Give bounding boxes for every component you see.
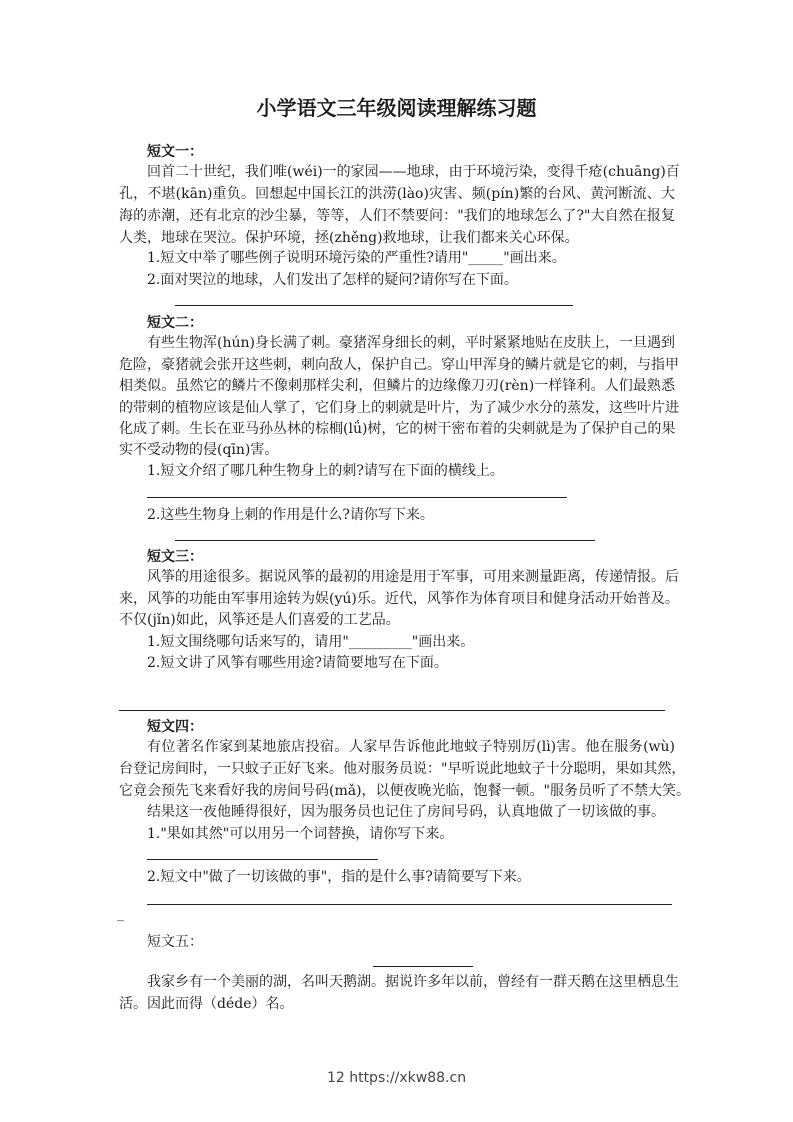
passage-1-line: 回首二十世纪，我们唯(wéi)一的家园——地球，由于环境污染，变得千疮(chuāng)百 — [147, 164, 680, 180]
passage-2-heading: 短文二： — [147, 315, 203, 331]
passage-1-line: 人类，地球在哭泣。保护环境，拯(zhěng)救地球，让我们都来关心环保。 — [119, 230, 579, 246]
passage-4-line: 结果这一夜他睡得很好，因为服务员也记住了房间号码，认真地做了一切该做的事。 — [147, 804, 665, 820]
passage-1-line: 孔，不堪(kān)重负。回想起中国长江的洪涝(lào)灾害、频(pín)繁的台风、黄河断流、大 — [119, 186, 675, 202]
passage-4-line: 台登记房间时，一只蚊子正好飞来。他对服务员说："早听说此地蚊子十分聪明，果如其然， — [119, 761, 686, 777]
passage-3-line: 风筝的用途很多。据说风筝的最初的用途是用于军事，可用来测量距离，传递情报。后 — [147, 569, 679, 585]
page-footer: 12 https://xkw88.cn — [326, 1070, 467, 1086]
passage-5-line: 活。因此而得（déde）名。 — [119, 996, 294, 1012]
passage-2-line: 有些生物浑(hún)身长满了刺。豪猪浑身细长的刺，平时紧紧地贴在皮肤上，一旦遇到 — [147, 335, 675, 351]
answer-line[interactable] — [147, 497, 567, 498]
passage-5-heading: 短文五： — [147, 934, 203, 950]
passage-3-line: 不仅(jǐn)如此，风筝还是人们喜爱的工艺品。 — [119, 612, 400, 628]
passage-1-line: 海的赤潮，还有北京的沙尘暴，等等，人们不禁要问："我们的地球怎么了?"大自然在报复 — [119, 208, 675, 224]
question-4-1: 1."果如其然"可以用另一个词替换，请你写下来。 — [147, 826, 454, 842]
passage-3-heading: 短文三： — [147, 549, 203, 565]
question-2-1: 1.短文介绍了哪几种生物身上的刺?请写在下面的横线上。 — [147, 463, 504, 479]
passage-2-line: 相类似。虽然它的鳞片不像刺那样尖利，但鳞片的边缘像刀刃(rèn)一样锋利。人们最熟悉 — [119, 378, 675, 394]
answer-line[interactable] — [119, 710, 665, 711]
question-1-1: 1.短文中举了哪些例子说明环境污染的严重性?请用"_____"画出来。 — [147, 250, 566, 266]
page-title: 小学语文三年级阅读理解练习题 — [256, 96, 537, 120]
question-1-2: 2.面对哭泣的地球，人们发出了怎样的疑问?请你写在下面。 — [147, 272, 518, 288]
answer-line[interactable] — [147, 904, 672, 905]
passage-5-line: 我家乡有一个美丽的湖，名叫天鹅湖。据说许多年以前，曾经有一群天鹅在这里栖息生 — [147, 974, 679, 990]
answer-line[interactable] — [175, 305, 573, 306]
question-2-2: 2.这些生物身上刺的作用是什么?请你写下来。 — [147, 507, 434, 523]
title-blank-line[interactable] — [373, 966, 473, 967]
question-4-2: 2.短文中"做了一切该做的事"，指的是什么事?请简要写下来。 — [147, 869, 531, 885]
stray-dash: _ — [117, 906, 124, 922]
answer-line[interactable] — [147, 859, 378, 860]
passage-3-line: 来，风筝的功能由军事用途转为娱(yú)乐。近代，风筝作为体育项目和健身活动开始普及。 — [119, 591, 679, 607]
answer-line[interactable] — [175, 540, 595, 541]
passage-2-line: 的带刺的植物应该是仙人掌了，它们身上的刺就是叶片，为了减少水分的蒸发，这些叶片进 — [119, 400, 679, 416]
passage-4-heading: 短文四： — [147, 719, 203, 735]
passage-2-line: 化成了刺。生长在亚马孙丛林的棕榈(lǘ)树，它的树干密布着的尖刺就是为了保护自己的果 — [119, 421, 676, 437]
question-3-1: 1.短文围绕哪句话来写的，请用"_________"画出来。 — [147, 634, 475, 650]
question-3-2: 2.短文讲了风筝有哪些用途?请简要地写在下面。 — [147, 655, 448, 671]
passage-2-line: 危险，豪猪就会张开这些刺，刺向敌人，保护自己。穿山甲浑身的鳞片就是它的刺，与指甲 — [119, 357, 679, 373]
passage-4-line: 有位著名作家到某地旅店投宿。人家早告诉他此地蚊子特别厉(lì)害。他在服务(wù) — [147, 739, 675, 755]
passage-1-heading: 短文一： — [147, 144, 203, 160]
passage-2-line: 实不受动物的侵(qīn)害。 — [119, 442, 279, 458]
passage-4-line: 它竟会预先飞来看好我的房间号码(mǎ)，以便夜晚光临，饱餐一顿。"服务员听了不禁大笑。 — [119, 783, 690, 799]
